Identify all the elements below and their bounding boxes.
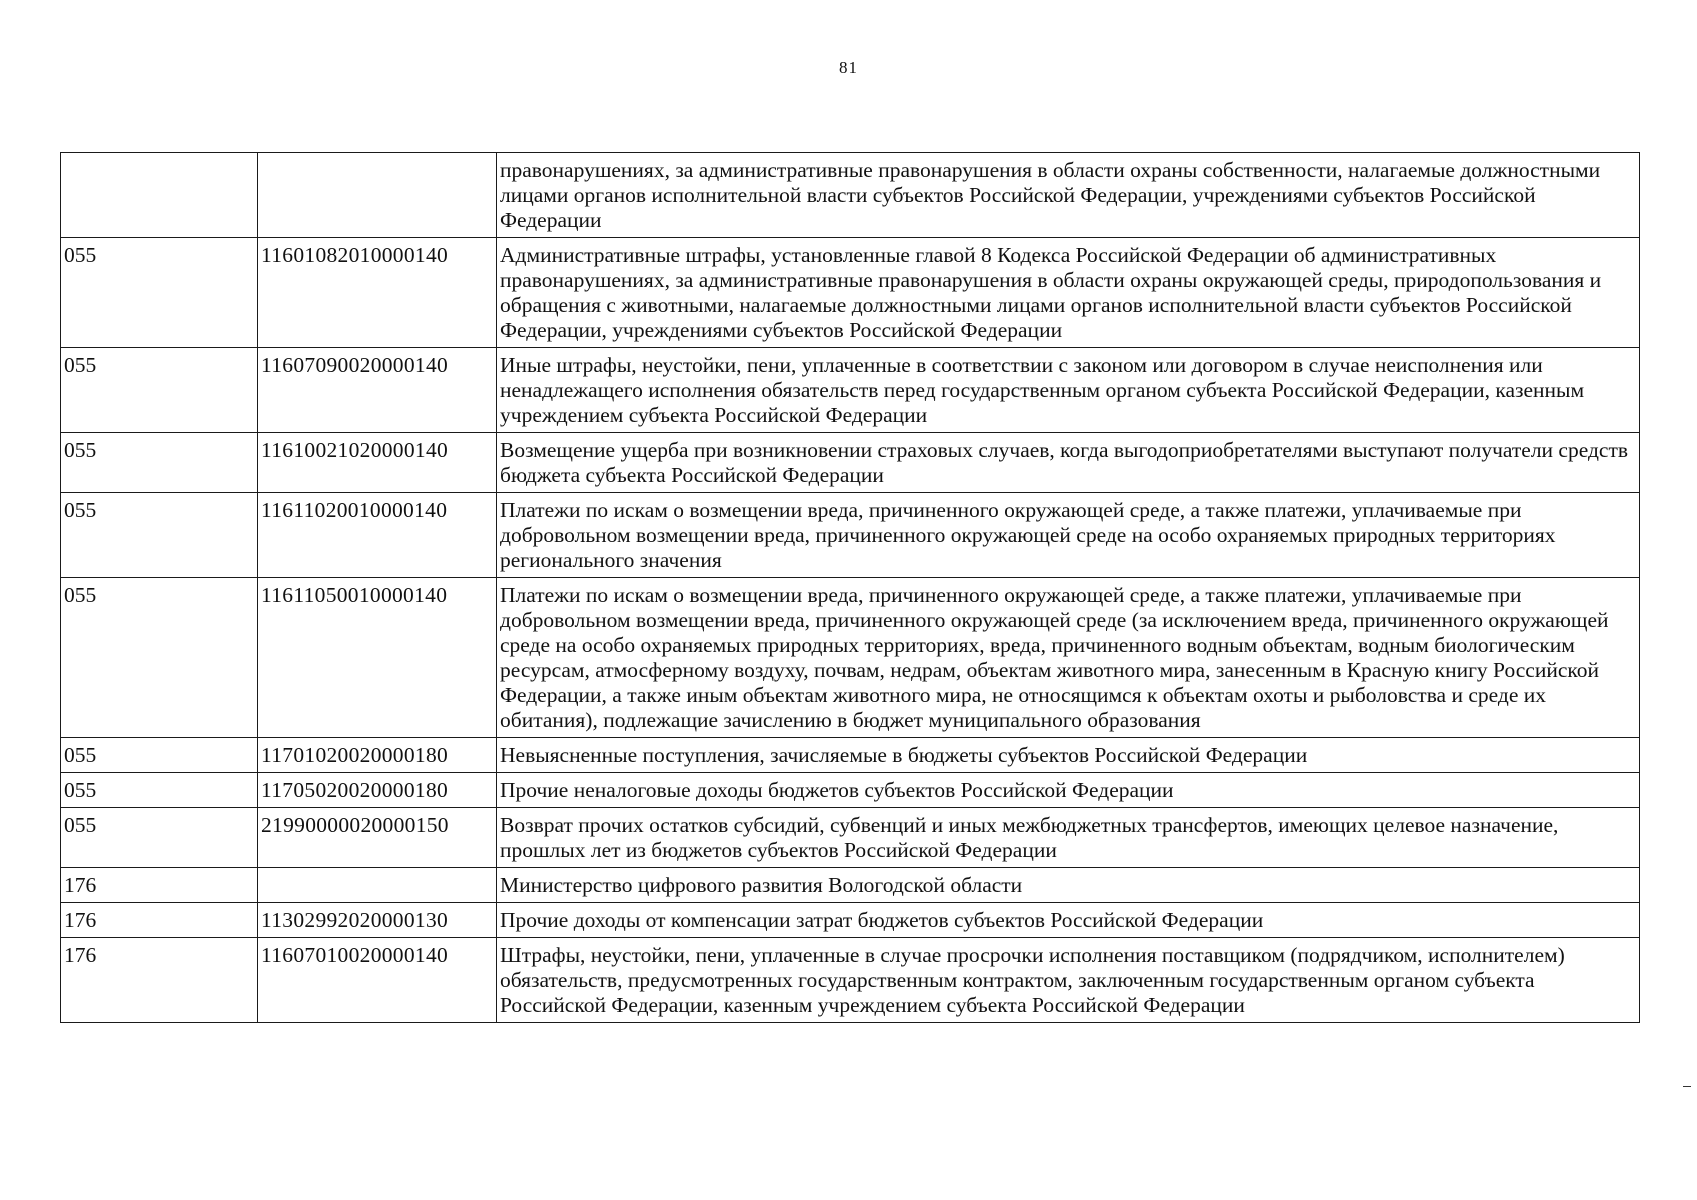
- page-number: 81: [839, 58, 858, 77]
- description-cell: Возмещение ущерба при возникновении страховых случаев, когда выгодоприобретателями выступают получатели средств бюджета субъекта Российской Федерации: [497, 433, 1640, 493]
- admin-code-cell: 055: [61, 808, 258, 868]
- revenue-codes-table: [60, 152, 1640, 1023]
- budget-code-cell: 11611020010000140: [258, 493, 497, 578]
- table-row: [61, 433, 1640, 493]
- table-row: [61, 773, 1640, 808]
- table-row: [61, 348, 1640, 433]
- table-row: [61, 903, 1640, 938]
- budget-code-cell: [258, 868, 497, 903]
- budget-code-cell: 11607090020000140: [258, 348, 497, 433]
- budget-code-cell: 21990000020000150: [258, 808, 497, 868]
- budget-code-cell: [258, 153, 497, 238]
- table-row: [61, 578, 1640, 738]
- admin-code-cell: 176: [61, 938, 258, 1023]
- admin-code-cell: 055: [61, 433, 258, 493]
- description-cell: Иные штрафы, неустойки, пени, уплаченные в соответствии с законом или договором в случае неисполнения или ненадлежащего исполнения обязательств перед государственным органом субъекта Российской Федерации, казенным учреждением субъекта Российской Федерации: [497, 348, 1640, 433]
- description-cell: Штрафы, неустойки, пени, уплаченные в случае просрочки исполнения поставщиком (подрядчиком, исполнителем) обязательств, предусмотренных государственным контрактом, заключенным государственным органом субъекта Российской Федерации, казенным учреждением субъекта Российской Федерации: [497, 938, 1640, 1023]
- margin-mark: [1683, 1086, 1691, 1087]
- budget-code-cell: 11705020020000180: [258, 773, 497, 808]
- description-cell: правонарушениях, за административные правонарушения в области охраны собственности, налагаемые должностными лицами органов исполнительной власти субъектов Российской Федерации, учреждениями субъектов Российской Федерации: [497, 153, 1640, 238]
- budget-code-cell: 11607010020000140: [258, 938, 497, 1023]
- table-row: [61, 808, 1640, 868]
- budget-code-cell: 11611050010000140: [258, 578, 497, 738]
- table-row: [61, 868, 1640, 903]
- budget-code-cell: 11701020020000180: [258, 738, 497, 773]
- admin-code-cell: 055: [61, 238, 258, 348]
- description-cell: Прочие неналоговые доходы бюджетов субъектов Российской Федерации: [497, 773, 1640, 808]
- description-cell: Административные штрафы, установленные главой 8 Кодекса Российской Федерации об административных правонарушениях, за административные правонарушения в области охраны окружающей среды, природопользования и обращения с животными, налагаемые должностными лицами органов исполнительной власти субъектов Российской Федерации, учреждениями субъектов Российской Федерации: [497, 238, 1640, 348]
- budget-code-cell: 11601082010000140: [258, 238, 497, 348]
- description-cell: Невыясненные поступления, зачисляемые в бюджеты субъектов Российской Федерации: [497, 738, 1640, 773]
- description-cell: Прочие доходы от компенсации затрат бюджетов субъектов Российской Федерации: [497, 903, 1640, 938]
- admin-code-cell: 055: [61, 493, 258, 578]
- table-row: [61, 738, 1640, 773]
- admin-code-cell: 176: [61, 868, 258, 903]
- budget-code-cell: 11302992020000130: [258, 903, 497, 938]
- description-cell: Платежи по искам о возмещении вреда, причиненного окружающей среде, а также платежи, уплачиваемые при добровольном возмещении вреда, причиненного окружающей среде на особо охраняемых природных территориях регионального значения: [497, 493, 1640, 578]
- admin-code-cell: 055: [61, 578, 258, 738]
- table-row: [61, 938, 1640, 1023]
- table-row: [61, 238, 1640, 348]
- description-cell: Возврат прочих остатков субсидий, субвенций и иных межбюджетных трансфертов, имеющих целевое назначение, прошлых лет из бюджетов субъектов Российской Федерации: [497, 808, 1640, 868]
- description-cell: Министерство цифрового развития Вологодской области: [497, 868, 1640, 903]
- admin-code-cell: [61, 153, 258, 238]
- budget-code-cell: 11610021020000140: [258, 433, 497, 493]
- admin-code-cell: 055: [61, 348, 258, 433]
- admin-code-cell: 055: [61, 738, 258, 773]
- description-cell: Платежи по искам о возмещении вреда, причиненного окружающей среде, а также платежи, уплачиваемые при добровольном возмещении вреда, причиненного окружающей среде (за исключением вреда, причиненного окружающей среде на особо охраняемых природных территориях, вреда, причиненного водным объектам, водным биологическим ресурсам, атмосферному воздуху, почвам, недрам, объектам животного мира, занесенным в Красную книгу Российской Федерации, а также иным объектам животного мира, не относящимся к объектам охоты и рыболовства и среде их обитания), подлежащие зачислению в бюджет муниципального образования: [497, 578, 1640, 738]
- table-row: [61, 493, 1640, 578]
- table-row: [61, 153, 1640, 238]
- admin-code-cell: 176: [61, 903, 258, 938]
- admin-code-cell: 055: [61, 773, 258, 808]
